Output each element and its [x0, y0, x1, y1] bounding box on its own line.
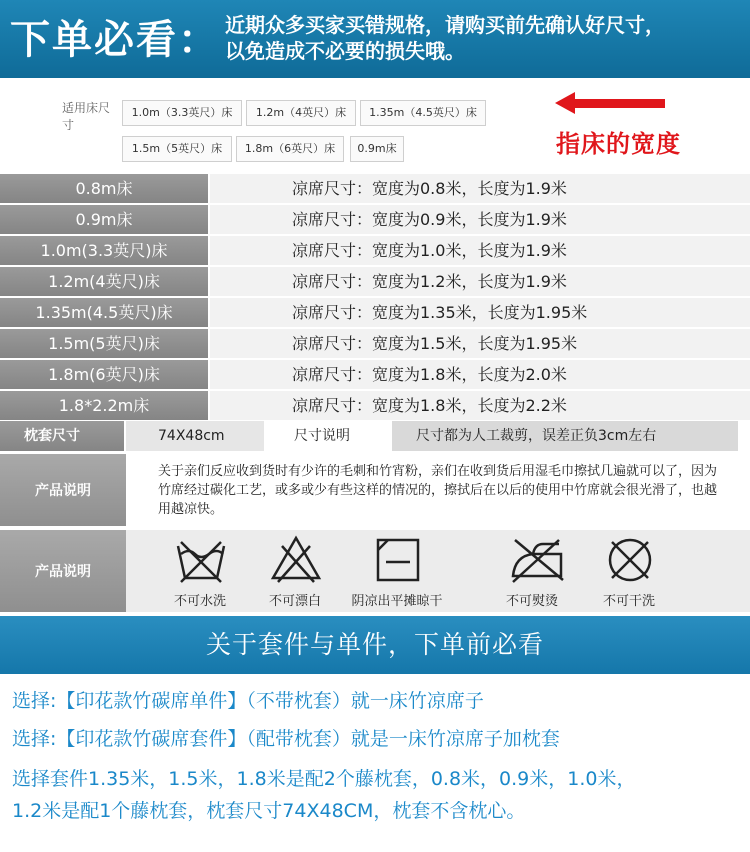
- size-bed: 0.8m床: [0, 174, 208, 203]
- size-bed: 0.9m床: [0, 205, 208, 234]
- note-single: 选择:【印花款竹碳席单件】（不带枕套）就一床竹凉席子: [12, 690, 484, 712]
- care-item: [487, 534, 577, 610]
- size-bed: 1.5m(5英尺)床: [0, 329, 208, 358]
- size-desc: 凉席尺寸：宽度为1.0米，长度为1.9米: [210, 236, 750, 265]
- size-desc: 凉席尺寸：宽度为1.8米，长度为2.2米: [210, 391, 750, 420]
- size-desc: 凉席尺寸：宽度为0.9米，长度为1.9米: [210, 205, 750, 234]
- size-desc: 凉席尺寸：宽度为1.2米，长度为1.9米: [210, 267, 750, 296]
- header-banner: [0, 0, 750, 78]
- no-dry-clean-icon: [604, 534, 656, 584]
- bed-option-1-0m[interactable]: 1.0m（3.3英尺）床: [122, 100, 242, 126]
- size-bed: 1.0m(3.3英尺)床: [0, 236, 208, 265]
- bed-option-0-9m[interactable]: 0.9m床: [350, 136, 404, 162]
- size-desc: 凉席尺寸：宽度为0.8米，长度为1.9米: [210, 174, 750, 203]
- bed-option-1-8m[interactable]: 1.8m（6英尺）床: [236, 136, 344, 162]
- size-row: [0, 360, 750, 389]
- set-vs-single-banner: 关于套件与单件，下单前必看: [0, 616, 750, 674]
- size-desc: 凉席尺寸：宽度为1.8米，长度为2.0米: [210, 360, 750, 389]
- care-caption: 不可水洗: [173, 594, 226, 609]
- size-bed: 1.8m(6英尺)床: [0, 360, 208, 389]
- size-note-value: 尺寸都为人工裁剪，误差正负3cm左右: [392, 421, 738, 451]
- size-row: [0, 205, 750, 234]
- header-note-line1: 近期众多买家买错规格，请购买前先确认好尺寸，: [225, 13, 665, 37]
- note-set: 选择:【印花款竹碳席套件】（配带枕套）就是一床竹凉席子加枕套: [12, 728, 560, 750]
- left-arrow-icon: [555, 96, 665, 110]
- size-row: [0, 174, 750, 203]
- care-caption: 不可熨烫: [505, 594, 558, 609]
- no-iron-icon: [507, 534, 567, 584]
- bed-width-hint: 指床的宽度: [556, 130, 681, 158]
- size-bed: 1.35m(4.5英尺)床: [0, 298, 208, 327]
- bed-option-1-2m[interactable]: 1.2m（4英尺）床: [246, 100, 356, 126]
- header-note: [225, 12, 745, 64]
- size-row: [0, 391, 750, 420]
- header-note-line2: 以免造成不必要的损失哦。: [225, 39, 465, 63]
- size-row: [0, 267, 750, 296]
- pillow-size-label: 枕套尺寸: [0, 421, 124, 451]
- size-bed: 1.2m(4英尺)床: [0, 267, 208, 296]
- no-wash-icon: [175, 534, 227, 584]
- pillow-size-row: [0, 421, 750, 451]
- pillow-size-value: 74X48cm: [126, 421, 264, 451]
- header-title: 下单必看：: [10, 17, 220, 63]
- size-row: [0, 329, 750, 358]
- care-caption: 不可漂白: [268, 594, 321, 609]
- size-desc: 凉席尺寸：宽度为1.5米，长度为1.95米: [210, 329, 750, 358]
- care-label: 产品说明: [0, 530, 126, 612]
- size-row: [0, 298, 750, 327]
- note-set-sizes: 选择套件1.35米，1.5米，1.8米是配2个藤枕套，0.8米，0.9米，1.0米，: [12, 768, 636, 790]
- bed-option-1-5m[interactable]: 1.5m（5英尺）床: [122, 136, 232, 162]
- product-description: [0, 454, 750, 526]
- care-item: [250, 534, 340, 610]
- shade-dry-flat-icon: [372, 534, 424, 584]
- size-desc: 凉席尺寸：宽度为1.35米，长度为1.95米: [210, 298, 750, 327]
- bed-size-label: 适用床尺寸: [62, 101, 111, 132]
- size-note-label: 尺寸说明: [268, 421, 388, 451]
- note-pillow-size: 1.2米是配1个藤枕套，枕套尺寸74X48CM，枕套不含枕心。: [12, 800, 526, 822]
- bed-option-1-35m[interactable]: 1.35m（4.5英尺）床: [360, 100, 486, 126]
- size-bed: 1.8*2.2m床: [0, 391, 208, 420]
- bed-size-selector: [0, 78, 750, 172]
- care-item: [352, 534, 442, 610]
- care-item: [584, 534, 674, 610]
- size-row: [0, 236, 750, 265]
- description-text: 关于亲们反应收到货时有少许的毛刺和竹宵粉，亲们在收到货后用湿毛巾擦拭几遍就可以了，因为竹席经过碳化工艺，或多或少有些这样的情况的，擦拭后在以后的使用中竹席就会很光滑了，也越用越凉快。: [158, 464, 718, 517]
- care-instructions: [0, 530, 750, 612]
- care-item: [155, 534, 245, 610]
- care-caption: 阴凉出平摊晾干: [351, 594, 443, 609]
- no-bleach-icon: [270, 534, 322, 584]
- care-caption: 不可干洗: [602, 594, 655, 609]
- description-label: 产品说明: [0, 454, 126, 526]
